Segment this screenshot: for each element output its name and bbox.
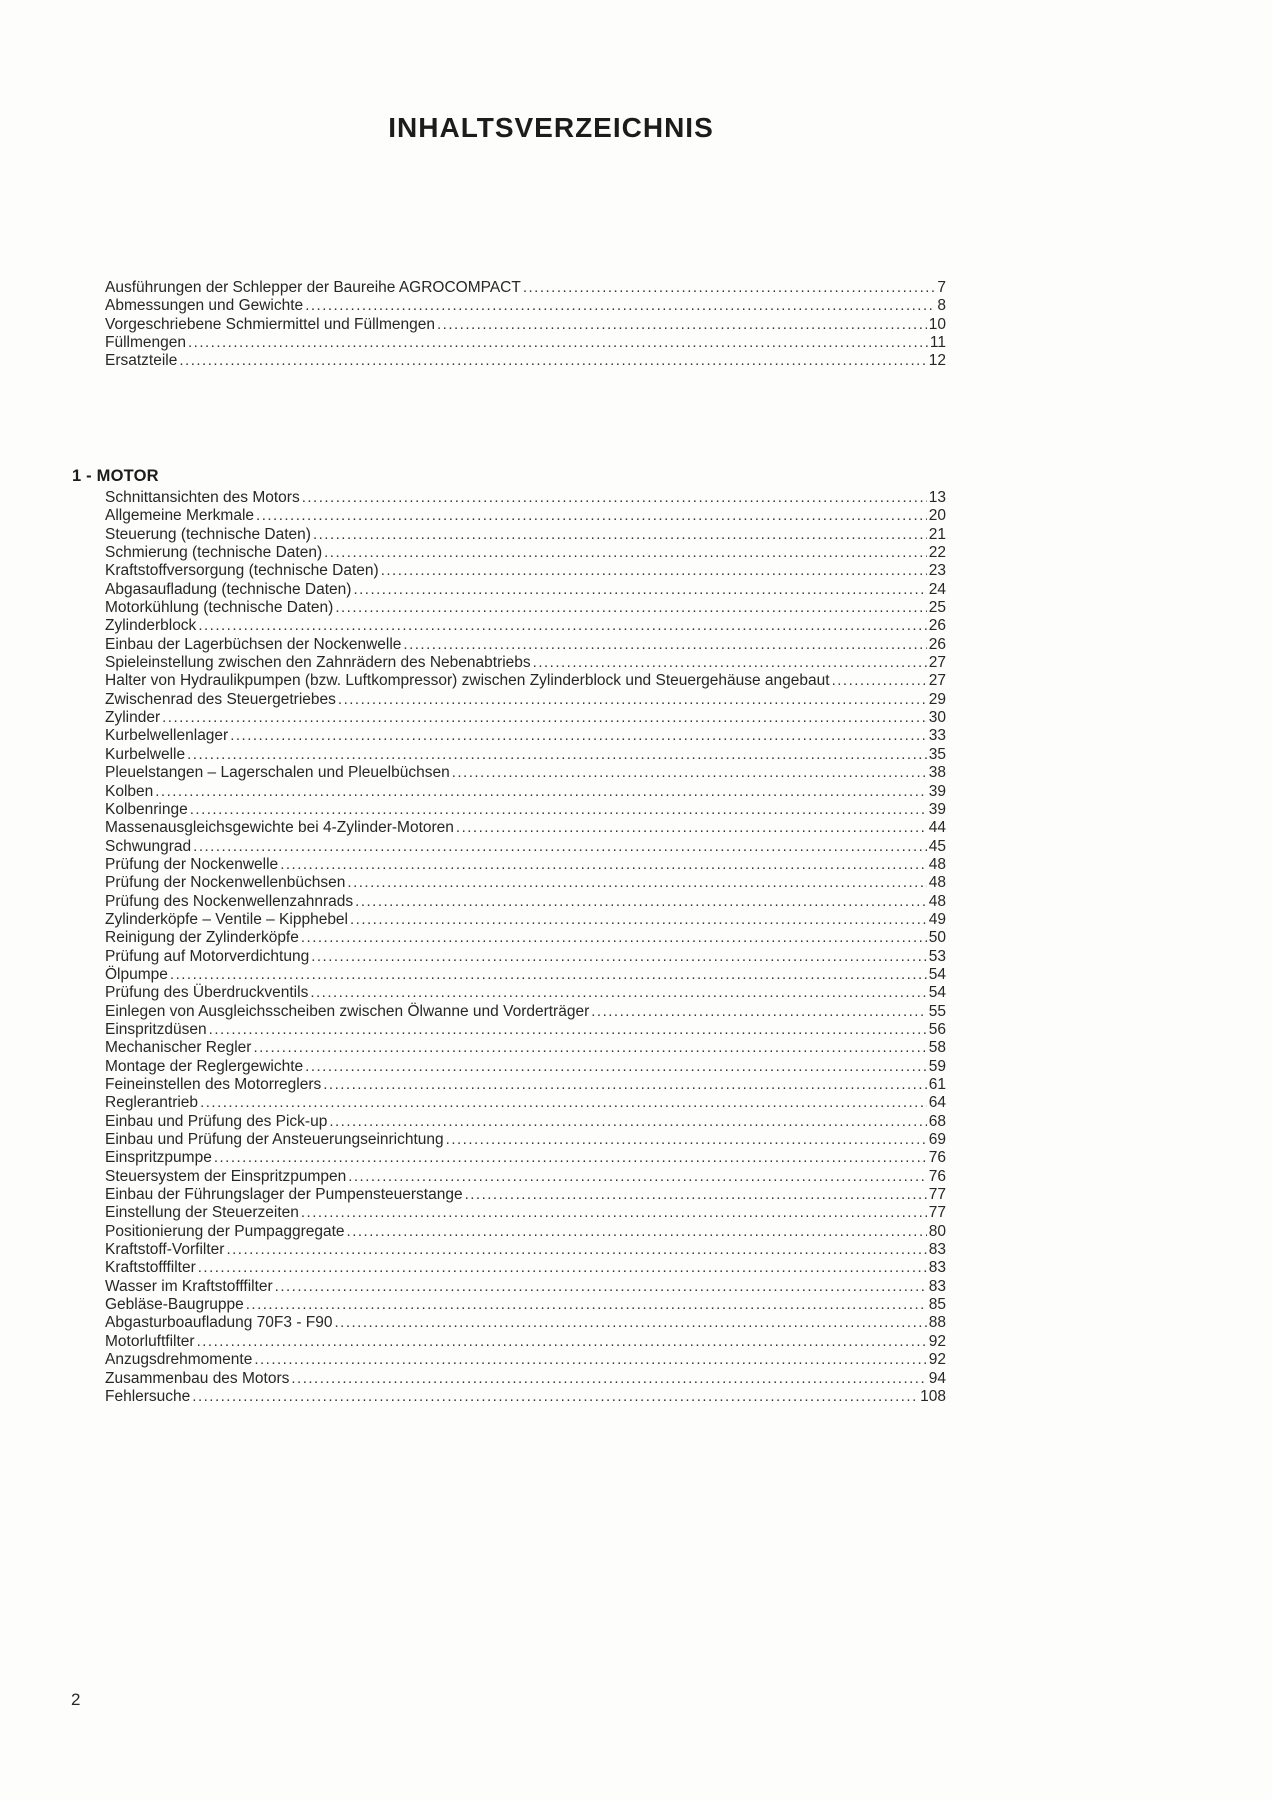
toc-dot-leader (452, 764, 927, 782)
toc-entry-page: 77 (928, 1186, 946, 1204)
toc-entry-label: Reinigung der Zylinderköpfe (105, 929, 299, 947)
toc-dot-leader (170, 966, 927, 984)
toc-entry-label: Kolbenringe (105, 800, 188, 818)
toc-entry (105, 801, 946, 819)
toc-entry-label: Positionierung der Pumpaggregate (105, 1222, 345, 1240)
toc-entry-page: 83 (928, 1241, 946, 1259)
toc-entry (105, 929, 946, 947)
toc-entry (105, 746, 946, 764)
toc-entry-label: Einbau der Lagerbüchsen der Nockenwelle (105, 635, 402, 653)
toc-entry-label: Mechanischer Regler (105, 1039, 252, 1057)
toc-dot-leader (381, 562, 927, 580)
toc-entry-label: Zusammenbau des Motors (105, 1369, 290, 1387)
toc-dot-leader (179, 352, 926, 370)
toc-dot-leader (338, 691, 927, 709)
toc-entry-label: Prüfung des Überdruckventils (105, 984, 309, 1002)
page-number: 2 (71, 1690, 81, 1709)
toc-dot-leader (533, 654, 927, 672)
toc-entry-label: Abgasaufladung (technische Daten) (105, 580, 352, 598)
toc-entry-page: 22 (928, 544, 946, 562)
toc-dot-leader (162, 709, 927, 727)
toc-dot-leader (305, 297, 935, 315)
toc-entry-page: 39 (928, 782, 946, 800)
toc-entry-label: Motorluftfilter (105, 1332, 195, 1350)
toc-entry (105, 654, 946, 672)
toc-entry (105, 1168, 946, 1186)
toc-entry-page: 44 (928, 819, 946, 837)
toc-dot-leader (348, 1168, 927, 1186)
toc-entry-label: Montage der Reglergewichte (105, 1057, 304, 1075)
toc-entry-page: 76 (928, 1167, 946, 1185)
toc-entry-page: 21 (928, 525, 946, 543)
section-heading-motor: 1 - MOTOR (72, 467, 159, 485)
toc-entry (105, 544, 946, 562)
toc-dot-leader (187, 746, 927, 764)
toc-entry-page: 54 (928, 965, 946, 983)
toc-dot-leader (465, 1186, 927, 1204)
toc-entry (105, 1333, 946, 1351)
toc-entry (105, 709, 946, 727)
toc-entry-label: Einspritzpumpe (105, 1149, 212, 1167)
toc-dot-leader (193, 838, 927, 856)
toc-entry (105, 1149, 946, 1167)
motor-entries-list (105, 489, 946, 1406)
toc-entry-label: Allgemeine Merkmale (105, 507, 255, 525)
toc-dot-leader (832, 672, 927, 690)
toc-entry (105, 1094, 946, 1112)
toc-entry-page: 38 (928, 764, 946, 782)
toc-entry-page: 11 (929, 334, 946, 352)
toc-entry (105, 316, 946, 334)
toc-dot-leader (197, 1333, 927, 1351)
toc-entry (105, 526, 946, 544)
toc-entry-page: 23 (928, 562, 946, 580)
toc-entry-page: 64 (928, 1094, 946, 1112)
toc-entry-page: 59 (928, 1057, 946, 1075)
toc-entry-page: 54 (928, 984, 946, 1002)
toc-entry (105, 1186, 946, 1204)
toc-entry (105, 279, 946, 297)
toc-entry-page: 13 (928, 489, 946, 506)
toc-entry-page: 50 (928, 929, 946, 947)
toc-entry-page: 83 (928, 1277, 946, 1295)
toc-entry-label: Schwungrad (105, 837, 192, 855)
toc-dot-leader (335, 1314, 927, 1332)
toc-entry (105, 1131, 946, 1149)
toc-entry-page: 83 (928, 1259, 946, 1277)
toc-entry-page: 61 (928, 1076, 946, 1093)
toc-entry-label: Feineinstellen des Motorreglers (105, 1076, 322, 1093)
toc-entry-label: Kraftstoffversorgung (technische Daten) (105, 562, 379, 580)
toc-dot-leader (310, 984, 926, 1002)
toc-entry-label: Abmessungen und Gewichte (105, 297, 304, 315)
toc-dot-leader (280, 856, 927, 874)
toc-entry-label: Kurbelwelle (105, 745, 186, 763)
toc-entry (105, 1296, 946, 1314)
toc-entry (105, 672, 946, 690)
toc-entry (105, 1370, 946, 1388)
toc-dot-leader (209, 1021, 927, 1039)
toc-entry-label: Fehlersuche (105, 1387, 191, 1405)
toc-entry-page: 12 (928, 352, 946, 370)
toc-entry-label: Kurbelwellenlager (105, 727, 229, 745)
toc-dot-leader (437, 316, 927, 334)
toc-entry-label: Prüfung der Nockenwellenbüchsen (105, 874, 346, 892)
toc-entry-label: Ölpumpe (105, 965, 168, 983)
toc-entry-label: Einbau und Prüfung des Pick-up (105, 1112, 328, 1130)
toc-entry-label: Halter von Hydraulikpumpen (bzw. Luftkompressor) zwischen Zylinderblock und Steuergehäuse angebaut (105, 672, 830, 690)
toc-entry (105, 856, 946, 874)
toc-dot-leader (329, 1113, 926, 1131)
toc-entry-label: Zylinder (105, 709, 161, 727)
toc-entry-page: 68 (928, 1112, 946, 1130)
toc-entry-label: Vorgeschriebene Schmiermittel und Füllmengen (105, 315, 435, 333)
toc-entry (105, 489, 946, 507)
toc-dot-leader (323, 1076, 927, 1094)
toc-entry (105, 1388, 946, 1406)
toc-entry (105, 783, 946, 801)
toc-entry-page: 69 (928, 1131, 946, 1149)
toc-entry (105, 1278, 946, 1296)
toc-entry (105, 966, 946, 984)
toc-entry-page: 7 (937, 279, 946, 296)
toc-entry-label: Füllmengen (105, 334, 186, 352)
toc-entry (105, 1058, 946, 1076)
toc-entry-page: 58 (928, 1039, 946, 1057)
toc-dot-leader (230, 727, 927, 745)
toc-entry-page: 48 (928, 855, 946, 873)
toc-dot-leader (155, 783, 926, 801)
toc-dot-leader (200, 1094, 927, 1112)
toc-entry (105, 819, 946, 837)
toc-entry-label: Ersatzteile (105, 352, 178, 370)
toc-entry-label: Wasser im Kraftstofffilter (105, 1277, 273, 1295)
toc-dot-leader (214, 1149, 927, 1167)
toc-entry-page: 56 (928, 1020, 946, 1038)
toc-entry (105, 727, 946, 745)
toc-entry-page: 26 (928, 635, 946, 653)
toc-entry-label: Zwischenrad des Steuergetriebes (105, 690, 336, 708)
toc-dot-leader (456, 819, 927, 837)
toc-entry-label: Prüfung der Nockenwelle (105, 855, 279, 873)
toc-entry-label: Schnittansichten des Motors (105, 489, 300, 506)
toc-dot-leader (591, 1003, 927, 1021)
toc-entry-page: 77 (928, 1204, 946, 1222)
toc-dot-leader (301, 1204, 927, 1222)
toc-entry (105, 1259, 946, 1277)
toc-entry-label: Prüfung auf Motorverdichtung (105, 947, 310, 965)
toc-entry (105, 1039, 946, 1057)
toc-dot-leader (305, 1058, 927, 1076)
toc-entry-page: 25 (928, 599, 946, 617)
toc-entry-page: 35 (928, 745, 946, 763)
toc-entry (105, 1314, 946, 1332)
toc-dot-leader (313, 526, 927, 544)
toc-entry-label: Zylinderblock (105, 617, 197, 635)
toc-entry-page: 49 (928, 910, 946, 928)
toc-entry (105, 581, 946, 599)
toc-dot-leader (198, 1259, 927, 1277)
toc-dot-leader (226, 1241, 926, 1259)
toc-entry (105, 297, 946, 315)
toc-entry-label: Zylinderköpfe – Ventile – Kipphebel (105, 910, 348, 928)
toc-dot-leader (347, 1223, 927, 1241)
toc-entry (105, 984, 946, 1002)
toc-entry-page: 33 (928, 727, 946, 745)
toc-entry (105, 764, 946, 782)
toc-entry (105, 636, 946, 654)
toc-dot-leader (198, 617, 926, 635)
toc-dot-leader (311, 948, 927, 966)
toc-entry (105, 911, 946, 929)
toc-dot-leader (291, 1370, 926, 1388)
toc-entry-page: 92 (928, 1332, 946, 1350)
toc-entry-label: Pleuelstangen – Lagerschalen und Pleuelbüchsen (105, 764, 450, 782)
toc-entry-page: 8 (937, 297, 946, 315)
toc-entry-label: Einbau der Führungslager der Pumpensteuerstange (105, 1186, 463, 1204)
toc-entry-page: 10 (928, 315, 946, 333)
toc-dot-leader (324, 544, 927, 562)
toc-entry-label: Kolben (105, 782, 154, 800)
toc-entry (105, 893, 946, 911)
toc-entry-label: Gebläse-Baugruppe (105, 1296, 244, 1314)
toc-entry-page: 80 (928, 1222, 946, 1240)
toc-entry-page: 20 (928, 507, 946, 525)
toc-entry-page: 108 (920, 1387, 946, 1405)
toc-entry-page: 30 (928, 709, 946, 727)
toc-entry-label: Reglerantrieb (105, 1094, 199, 1112)
toc-entry (105, 691, 946, 709)
toc-entry (105, 1223, 946, 1241)
toc-entry-label: Abgasturboaufladung 70F3 - F90 (105, 1314, 333, 1332)
toc-entry-label: Kraftstofffilter (105, 1259, 196, 1277)
toc-entry-page: 26 (928, 617, 946, 635)
toc-entry (105, 334, 946, 352)
toc-entry-label: Schmierung (technische Daten) (105, 544, 323, 562)
toc-entry-page: 88 (928, 1314, 946, 1332)
toc-dot-leader (190, 801, 927, 819)
toc-entry-page: 39 (928, 800, 946, 818)
toc-dot-leader (253, 1039, 926, 1057)
toc-dot-leader (275, 1278, 927, 1296)
toc-entry-page: 53 (928, 947, 946, 965)
toc-entry-label: Spieleinstellung zwischen den Zahnrädern des Nebenabtriebs (105, 654, 531, 672)
page-title: INHALTSVERZEICHNIS (388, 112, 714, 143)
toc-entry-page: 94 (928, 1369, 946, 1387)
toc-entry (105, 1351, 946, 1369)
toc-dot-leader (350, 911, 927, 929)
toc-entry-label: Einbau und Prüfung der Ansteuerungseinrichtung (105, 1131, 444, 1149)
toc-entry (105, 352, 946, 370)
toc-entry-page: 24 (928, 580, 946, 598)
toc-entry (105, 874, 946, 892)
toc-entry-label: Steuersystem der Einspritzpumpen (105, 1167, 347, 1185)
toc-dot-leader (523, 279, 936, 297)
toc-entry-page: 85 (928, 1296, 946, 1314)
toc-entry (105, 1076, 946, 1094)
toc-dot-leader (188, 334, 928, 352)
toc-entry-page: 48 (928, 874, 946, 892)
toc-entry-label: Motorkühlung (technische Daten) (105, 599, 334, 617)
toc-dot-leader (301, 929, 927, 947)
toc-entry (105, 1241, 946, 1259)
toc-entry-page: 76 (928, 1149, 946, 1167)
toc-entry-label: Anzugsdrehmomente (105, 1351, 253, 1369)
toc-entry (105, 599, 946, 617)
toc-dot-leader (256, 507, 927, 525)
toc-dot-leader (353, 581, 926, 599)
toc-dot-leader (192, 1388, 918, 1406)
toc-dot-leader (347, 874, 926, 892)
toc-entry-page: 92 (928, 1351, 946, 1369)
toc-dot-leader (403, 636, 926, 654)
toc-entry (105, 1113, 946, 1131)
toc-entry-label: Ausführungen der Schlepper der Baureihe AGROCOMPACT (105, 279, 521, 296)
toc-entry (105, 562, 946, 580)
toc-dot-leader (355, 893, 927, 911)
toc-dot-leader (246, 1296, 927, 1314)
toc-entry-label: Einlegen von Ausgleichsscheiben zwischen Ölwanne und Vorderträger (105, 1002, 590, 1020)
toc-entry (105, 507, 946, 525)
toc-dot-leader (335, 599, 926, 617)
toc-dot-leader (446, 1131, 927, 1149)
toc-entry-label: Kraftstoff-Vorfilter (105, 1241, 225, 1259)
toc-entry (105, 1204, 946, 1222)
toc-entry-label: Steuerung (technische Daten) (105, 525, 311, 543)
toc-dot-leader (302, 489, 927, 507)
toc-dot-leader (254, 1351, 926, 1369)
front-matter-list (105, 279, 946, 371)
toc-entry-page: 45 (928, 837, 946, 855)
toc-entry-page: 55 (928, 1002, 946, 1020)
toc-entry-label: Einstellung der Steuerzeiten (105, 1204, 299, 1222)
toc-entry-page: 29 (928, 690, 946, 708)
toc-entry-label: Einspritzdüsen (105, 1020, 207, 1038)
toc-entry-page: 27 (928, 654, 946, 672)
toc-entry-page: 27 (928, 672, 946, 690)
toc-entry (105, 1021, 946, 1039)
toc-entry-label: Massenausgleichsgewichte bei 4-Zylinder-Motoren (105, 819, 454, 837)
toc-entry-label: Prüfung des Nockenwellenzahnrads (105, 892, 354, 910)
toc-entry (105, 838, 946, 856)
toc-entry (105, 617, 946, 635)
toc-entry (105, 948, 946, 966)
toc-entry-page: 48 (928, 892, 946, 910)
toc-entry (105, 1003, 946, 1021)
